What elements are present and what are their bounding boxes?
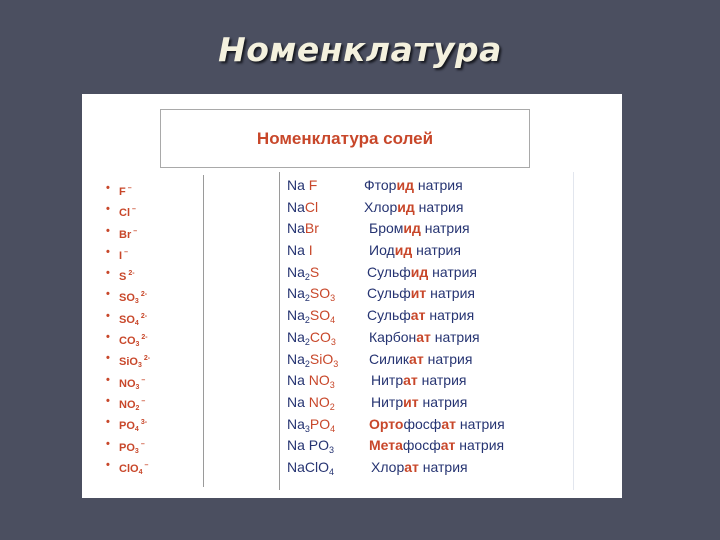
salt-row — [280, 370, 573, 392]
anion-item — [104, 391, 203, 412]
anion-symbol: F — [119, 186, 126, 198]
name-part: натрия — [428, 263, 477, 280]
anion-item — [104, 370, 203, 391]
name-part: натрия — [455, 415, 505, 432]
formula-cation: NaClO — [287, 458, 330, 475]
anion-item — [104, 434, 203, 455]
formula-anion: I — [308, 242, 313, 259]
salt-name — [369, 240, 461, 262]
name-suffix: ат — [416, 328, 431, 345]
anion-item — [104, 263, 203, 284]
formula-subscript: 3 — [330, 336, 336, 347]
anion-subscript: 2 — [135, 404, 140, 412]
salt-list — [279, 172, 574, 490]
anion-item — [104, 327, 203, 348]
salt-row — [280, 435, 573, 457]
name-part: Сульф — [367, 285, 411, 302]
formula-cation: Na — [287, 198, 305, 215]
anion-charge: – — [127, 185, 132, 192]
formula-cation: Na — [287, 285, 305, 302]
name-part: натрия — [423, 350, 473, 367]
anion-symbol: ClO — [119, 462, 139, 475]
formula-anion: Cl — [304, 198, 319, 215]
name-part: натрия — [425, 307, 475, 324]
formula-subscript: 4 — [329, 466, 335, 477]
anion-subscript: 4 — [138, 468, 143, 476]
formula-cation: Na — [287, 220, 305, 237]
anion-symbol: Cl — [119, 207, 130, 220]
name-part: Силик — [369, 350, 410, 367]
name-suffix: ат — [440, 437, 456, 454]
anion-charge: – — [140, 440, 145, 448]
name-part: Хлор — [364, 198, 398, 215]
formula-anion: S — [309, 263, 320, 280]
anion-charge: – — [141, 376, 146, 384]
salt-row — [280, 197, 573, 219]
formula-anion: NO — [308, 372, 330, 389]
formula-anion: F — [308, 177, 318, 193]
name-suffix: ат — [441, 415, 456, 432]
formula-anion: SO — [309, 285, 331, 302]
anion-symbol: SO — [119, 313, 135, 326]
anion-item — [104, 242, 203, 263]
formula-subscript: 3 — [333, 358, 339, 369]
salt-row — [280, 240, 573, 262]
anion-symbol: NO — [119, 377, 136, 390]
bullet-icon: • — [106, 394, 110, 407]
anion-symbol: SO — [119, 292, 135, 305]
name-part: Сульф — [367, 307, 411, 324]
anion-subscript: 3 — [137, 362, 142, 370]
formula-cation: Na — [287, 328, 305, 345]
formula-cation: Na PO — [287, 437, 330, 454]
anion-charge: 2- — [141, 334, 148, 342]
formula-subscript: 2 — [304, 336, 310, 347]
formula-anion: NO — [308, 393, 330, 410]
name-suffix: ат — [409, 350, 424, 367]
formula-cation: Na — [287, 372, 309, 389]
formula-cation: Na — [287, 415, 305, 432]
formula-subscript: 2 — [329, 401, 335, 412]
formula-anion: SO — [309, 307, 331, 324]
bullet-icon: • — [106, 182, 110, 194]
salt-name — [364, 175, 463, 197]
formula-cation: Na — [287, 307, 305, 324]
anion-symbol: PO — [119, 420, 135, 433]
salt-row — [280, 392, 573, 414]
salt-nomenclature-table — [82, 94, 622, 498]
slide-title: Номенклатура — [218, 30, 502, 69]
anion-charge: – — [144, 461, 149, 469]
salt-name — [367, 305, 474, 327]
anion-item — [104, 455, 203, 476]
anion-charge: 2- — [140, 312, 148, 320]
formula-subscript: 3 — [329, 445, 335, 456]
name-suffix: ат — [410, 307, 426, 324]
formula-cation: Na — [287, 393, 309, 410]
anion-charge: 2- — [140, 291, 148, 299]
name-suffix: ид — [396, 177, 414, 193]
name-part: Сульф — [367, 263, 411, 280]
name-suffix: Орто — [369, 415, 404, 432]
bullet-icon: • — [106, 416, 110, 429]
anion-subscript: 3 — [134, 447, 139, 455]
salt-formula — [287, 240, 313, 262]
anion-symbol: Br — [119, 228, 132, 241]
formula-anion: CO — [309, 328, 331, 345]
name-part: натрия — [455, 437, 505, 454]
anion-item — [104, 199, 203, 220]
name-part: натрия — [412, 242, 461, 259]
name-part: натрия — [418, 458, 468, 475]
salt-name — [364, 197, 463, 219]
bullet-icon: • — [106, 267, 110, 280]
name-suffix: ид — [403, 220, 421, 237]
salt-row — [280, 327, 573, 349]
anion-symbol: PO — [119, 441, 135, 454]
salt-name — [371, 392, 467, 414]
name-suffix: ид — [394, 242, 413, 259]
salt-row — [280, 262, 573, 284]
anion-symbol: S — [119, 271, 127, 284]
anion-list — [104, 175, 204, 487]
name-part: натрия — [413, 177, 463, 193]
bullet-icon: • — [106, 458, 110, 471]
salt-name — [369, 435, 504, 457]
formula-cation: Na — [287, 263, 305, 280]
salt-row — [280, 349, 573, 371]
bullet-icon: • — [106, 224, 110, 237]
bullet-icon: • — [106, 203, 110, 216]
salt-formula — [287, 457, 334, 484]
formula-subscript: 2 — [304, 271, 310, 282]
name-part: Нитр — [371, 393, 404, 410]
anion-item — [104, 348, 203, 369]
name-part: Хлор — [371, 458, 405, 475]
bullet-icon: • — [106, 352, 110, 365]
anion-item — [104, 306, 203, 327]
formula-cation: Na — [287, 350, 305, 367]
anion-subscript: 3 — [134, 298, 139, 306]
formula-subscript: 3 — [304, 423, 310, 434]
salt-name — [369, 349, 472, 371]
salt-name — [367, 262, 477, 284]
salt-name — [369, 218, 470, 240]
salt-row — [280, 457, 573, 479]
salt-row — [280, 305, 573, 327]
name-part: натрия — [426, 285, 475, 302]
salt-name — [371, 457, 468, 479]
name-part: натрия — [420, 220, 470, 237]
name-suffix: ид — [397, 198, 415, 215]
table-title: Номенклатура солей — [160, 109, 530, 168]
formula-cation: Na — [287, 177, 309, 193]
name-suffix: ит — [410, 285, 427, 302]
name-suffix: Мета — [369, 437, 403, 454]
name-part: натрия — [417, 372, 467, 389]
name-suffix: ит — [403, 393, 419, 410]
anion-charge: – — [133, 227, 138, 235]
formula-subscript: 4 — [330, 423, 336, 434]
formula-anion: PO — [309, 415, 331, 432]
formula-subscript: 2 — [304, 315, 310, 326]
name-part: Карбон — [369, 328, 417, 345]
salt-row — [280, 218, 573, 240]
formula-anion: SiO — [309, 350, 334, 367]
anion-symbol: I — [119, 249, 123, 262]
anion-item — [104, 412, 203, 433]
salt-name — [369, 414, 505, 436]
anion-subscript: 3 — [135, 383, 140, 391]
anion-subscript: 4 — [134, 426, 139, 434]
name-suffix: ид — [410, 263, 429, 280]
anion-item — [104, 178, 203, 199]
salt-row — [280, 283, 573, 305]
anion-subscript: 4 — [134, 319, 139, 327]
bullet-icon: • — [106, 373, 110, 386]
name-part: натрия — [414, 198, 464, 215]
bullet-icon: • — [106, 309, 110, 322]
formula-subscript: 2 — [304, 358, 310, 369]
bullet-icon: • — [106, 331, 110, 344]
anion-charge: 2- — [128, 270, 135, 278]
name-part: натрия — [430, 328, 480, 345]
name-part: Фтор — [364, 177, 397, 193]
name-part: фосф — [403, 415, 442, 432]
name-part: Нитр — [371, 372, 404, 389]
anion-symbol: SiO — [119, 356, 138, 369]
anion-subscript: 3 — [135, 341, 140, 349]
formula-subscript: 2 — [304, 293, 310, 304]
anion-item — [104, 284, 203, 305]
name-suffix: ат — [403, 372, 418, 389]
anion-charge: 2- — [143, 355, 151, 363]
salt-formula — [287, 175, 317, 197]
name-part: Бром — [369, 220, 404, 237]
formula-subscript: 3 — [330, 293, 336, 304]
salt-row — [280, 175, 573, 197]
name-part: Иод — [369, 242, 395, 259]
formula-subscript: 3 — [329, 380, 335, 391]
salt-row — [280, 414, 573, 436]
name-suffix: ат — [404, 458, 419, 475]
anion-symbol: CO — [119, 335, 136, 348]
anion-charge: – — [132, 206, 136, 214]
bullet-icon: • — [106, 288, 110, 301]
formula-cation: Na — [287, 242, 309, 259]
name-part: фосф — [402, 437, 441, 454]
anion-charge: 3- — [140, 419, 148, 427]
name-part: натрия — [418, 393, 468, 410]
salt-name — [369, 327, 480, 349]
anion-symbol: NO — [119, 398, 136, 411]
anion-charge: – — [141, 397, 146, 405]
bullet-icon: • — [106, 245, 110, 258]
salt-formula — [287, 218, 319, 240]
formula-anion: Br — [304, 220, 319, 237]
anion-charge: – — [124, 248, 128, 256]
salt-name — [371, 370, 467, 392]
salt-formula — [287, 197, 318, 219]
formula-subscript: 4 — [330, 315, 336, 326]
anion-item — [104, 221, 203, 242]
bullet-icon: • — [106, 437, 110, 450]
salt-name — [367, 283, 475, 305]
